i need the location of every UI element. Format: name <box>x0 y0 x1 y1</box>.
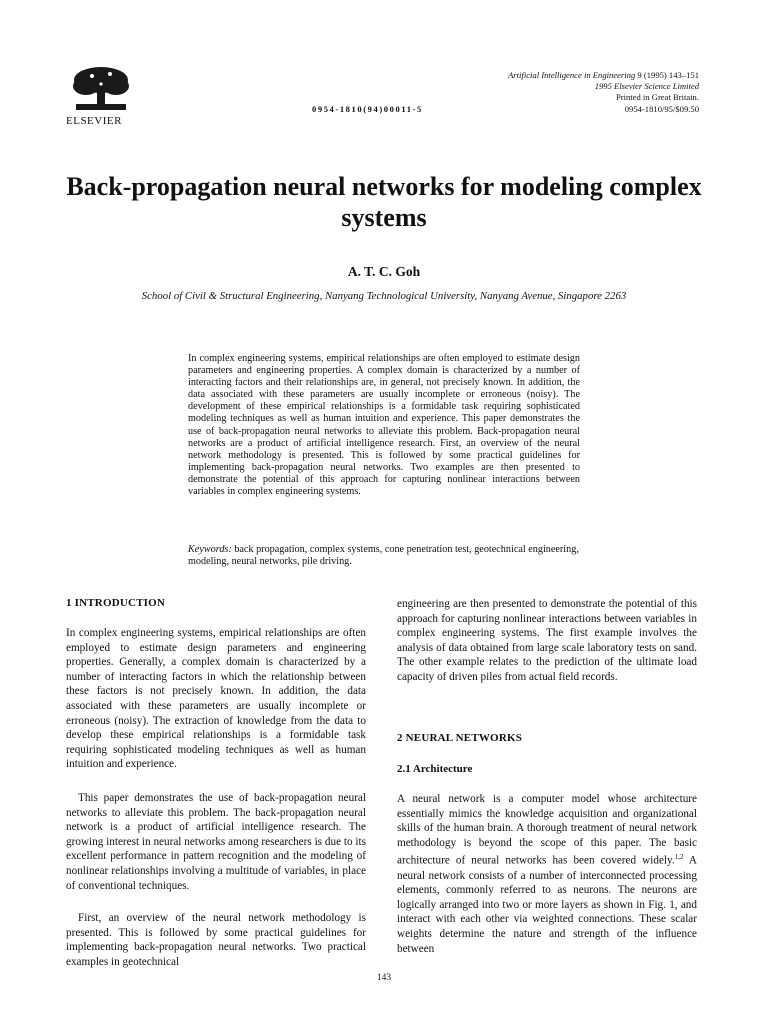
abstract: In complex engineering systems, empirical relationships are often employed to estimate design parameters and engineering properties. A complex domain is characterized by a number of interacting factors and their relationships are, in general, not precisely known. In addition, the data associated with these parameters are usually incomplete or erroneous (noisy). The development of these empirical relationships is a formidable task requiring sophisticated modeling techniques as well as human intuition and experience. This paper demonstrates the use of back-propagation neural networks to alleviate this problem. Back-propagation neural networks are a product of artificial intelligence research. First, an overview of the neural network methodology is presented. This is followed by some practical guidelines for implementing back-propagation neural networks. Two examples are then presented to demonstrate the potential of this approach for capturing nonlinear interactions between variables in complex engineering systems. <box>188 353 580 498</box>
page-number: 143 <box>376 973 392 983</box>
journal-name: Artificial Intelligence in Engineering <box>508 70 636 80</box>
citation-line-1 <box>508 70 699 81</box>
citation-superscript: 1,2 <box>674 853 684 862</box>
doi: 0954-1810(94)00011-5 <box>312 104 423 114</box>
keywords-text: back propagation, complex systems, cone penetration test, geotechnical engineering, modeling, neural networks, pile driving. <box>188 544 579 568</box>
paper-title: Back-propagation neural networks for modeling complex systems <box>66 172 702 232</box>
citation-line-3: Printed in Great Britain. <box>615 92 699 103</box>
journal-volume: 9 (1995) 143–151 <box>635 70 699 80</box>
intro-paragraph-1: In complex engineering systems, empirical relationships are often employed to estimate design parameters and engineering properties. Generally, a complex domain is characterized by a number of interacting factors in which the relationship between these factors is not precisely known. In addition, the data associated with these parameters are usually incomplete or erroneous (noisy). The extraction of knowledge from the data to develop these empirical relationships is a formidable task requiring sophisticated modeling techniques as well as human intuition and experience. <box>66 627 366 771</box>
citation-block <box>508 70 699 115</box>
architecture-paragraph-1 <box>397 792 697 956</box>
right-paragraph-1: engineering are then presented to demonstrate the potential of this approach for capturing nonlinear interactions between variables in complex engineering systems. The first example involves the analysis of data obtained from large scale laboratory tests on sand. The other example relates to the prediction of the ultimate load capacity of driven piles from actual field records. <box>397 598 697 683</box>
intro-paragraph-3: First, an overview of the neural network methodology is presented. This is followed by some practical guidelines for implementing back-propagation neural networks. Two practical examples in geotechnical <box>66 912 366 968</box>
affiliation: School of Civil & Structural Engineering, Nanyang Technological University, Nanyang Avenue, Singapore 2263 <box>141 290 627 302</box>
section-heading-introduction: 1 INTRODUCTION <box>66 597 166 609</box>
intro-paragraph-2: This paper demonstrates the use of back-propagation neural networks to alleviate this problem. The back-propagation neural network is a product of artificial intelligence research. The growing interest in neural networks among researchers is due to its excellent performance in pattern recognition and the modeling of nonlinear relationships involving a multitude of variables, in place of conventional techniques. <box>66 792 366 892</box>
citation-line-2: 1995 Elsevier Science Limited <box>594 81 699 92</box>
publisher-logo <box>66 64 138 127</box>
elsevier-tree-icon <box>70 64 132 114</box>
keywords-label: Keywords: <box>188 544 232 555</box>
keywords <box>188 544 598 568</box>
section-heading-neural-networks: 2 NEURAL NETWORKS <box>397 732 523 744</box>
architecture-text-a: A neural network is a computer model whose architecture essentially mimics the knowledge acquisition and organizational skills of the human brain. A thorough treatment of neural network methodology is beyond the scope of this paper. The basic architecture of neural networks has been covered widely. <box>397 793 697 868</box>
architecture-text-b: A neural network consists of a number of interconnected processing elements, commonly referred to as neurons. The neurons are logically arranged into two or more layers as shown in Fig. 1, and interact with each other via weighted connections. These scalar weights determine the nature and strength of the influence between <box>397 855 697 955</box>
citation-line-4: 0954-1810/95/$09.50 <box>624 103 699 114</box>
subsection-heading-architecture: 2.1 Architecture <box>397 763 473 775</box>
publisher-name: ELSEVIER <box>66 115 122 127</box>
author: A. T. C. Goh <box>347 264 421 279</box>
